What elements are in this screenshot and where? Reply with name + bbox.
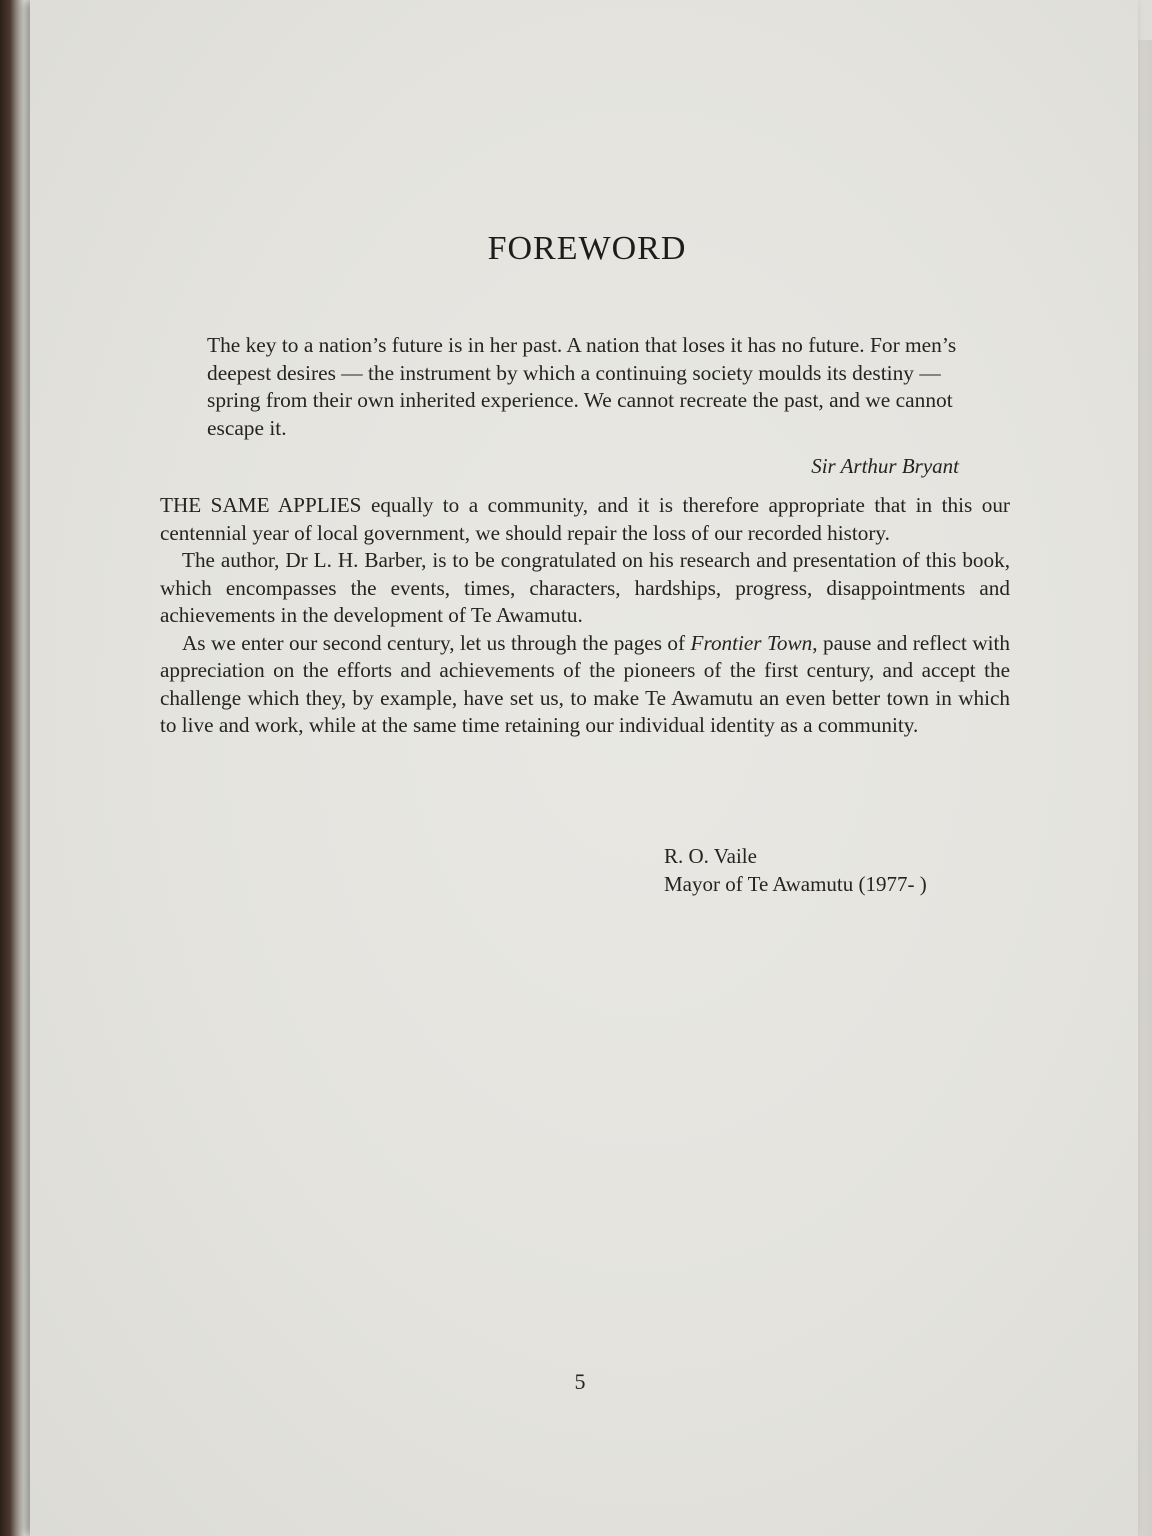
paragraph-2: The author, Dr L. H. Barber, is to be congratulated on his research and presentation of this book, which encompasses the events, times, characters, hardships, progress, disappointments and achievements in the development of Te Awamutu.	[160, 548, 1010, 627]
epigraph	[207, 332, 967, 442]
book-title: Frontier Town	[690, 630, 813, 655]
signature-name: R. O. Vaile	[664, 844, 757, 868]
signature-block	[664, 842, 927, 898]
epigraph-text: The key to a nation’s future is in her past. A nation that loses it has no future. For men’s deepest desires — the instrument by which a continuing society moulds its destiny — spring from their own inherited experience. We cannot recreate the past, and we cannot escape it.	[207, 333, 957, 440]
paragraph-1-lead: THE SAME APPLIES	[160, 493, 362, 517]
paragraph-1-text: equally to a community, and it is therefore appropriate that in this our centennial year of local government, we should repair the loss of our recorded history.	[160, 493, 1010, 545]
signature-role: Mayor of Te Awamutu (1977- )	[664, 872, 927, 896]
paragraph-3-text-after: , pause and reflect with appreciation on the efforts and achievements of the pioneers of the first century, and accept the challenge which they, by example, have set us, to make Te Awamutu an even better town in which to live and work, while at the same time retaining our individual identity as a community.	[160, 630, 1011, 737]
page-title: FOREWORD	[487, 230, 687, 267]
epigraph-author: Sir Arthur Bryant	[811, 454, 959, 478]
paragraph-3	[160, 630, 1010, 740]
foreword-body	[160, 492, 1010, 740]
paragraph-1	[160, 492, 1010, 547]
page-number: 5	[574, 1369, 586, 1394]
paragraph-3-text-before: As we enter our second century, let us through the pages of	[182, 630, 691, 655]
